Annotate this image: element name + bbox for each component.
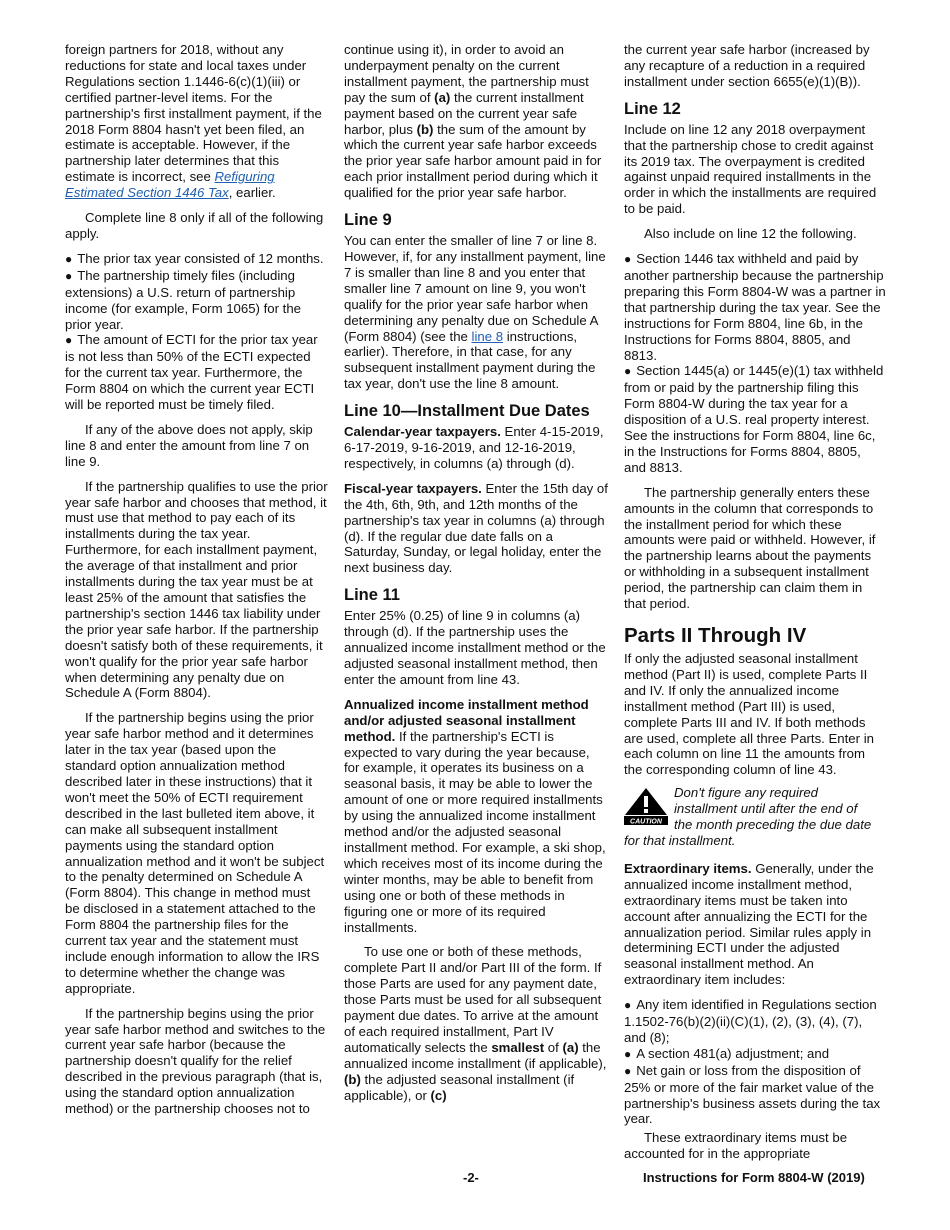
caution-text: installment until after the end of — [674, 801, 858, 817]
paragraph — [624, 861, 886, 988]
paragraph — [344, 233, 608, 392]
paragraph: If the partnership qualifies to use the prior year safe harbor and chooses that method, it must use that method to pay each of its installments during the tax year. Furthermore, for each installment payment, the average of that installment and prior installments during the tax year must be at least 25% of the amount that satisfies the partnership's section 1446 tax liability under the prior year safe harbor. If the partnership doesn't satisfy both of these requirements, it won't qualify for the prior year safe harbor when determining any penalty due on Schedule A (Form 8804). — [65, 478, 328, 701]
text: the current installment payment based on the current year safe harbor, plus — [344, 89, 584, 137]
text: of — [544, 1039, 563, 1055]
text: (a) — [562, 1039, 579, 1055]
caution-note — [624, 785, 886, 849]
paragraph: If the partnership begins using the prior year safe harbor method and it determines later in the tax year (based upon the standard option annualization method described later in these instructions) that it won't meet the 50% of ECTI requirement described in the last bulleted item above, it can make all subsequent installment payments using the standard option annualization method and it won't be subject to the penalty determined on Schedule A (Form 8804). This change in method must be disclosed in a statement attached to the Form 8804 the partnership files for the current tax year and the statement must include enough information to allow the IRS to determine whether the change was appropriate. — [65, 710, 325, 996]
list-item-text: The prior tax year consisted of 12 months. — [77, 250, 324, 266]
bullet-icon: ● — [624, 364, 632, 379]
text: the adjusted seasonal installment (if applicable), or — [344, 1071, 575, 1103]
list-item-text: The amount of ECTI for the prior tax year is not less than 50% of the ECTI expected for the current tax year. Furthermore, the Form 8804 on which the current year ECTI will be reported must be timely filed. — [65, 332, 318, 413]
heading-line-10: Line 10—Installment Due Dates — [344, 402, 590, 421]
bullet-icon: ● — [624, 252, 632, 267]
list-item-text: A section 481(a) adjustment; and — [636, 1045, 830, 1061]
text: the annualized income installment (if applicable), — [344, 1039, 607, 1071]
run-in-heading: Fiscal-year taxpayers. — [344, 480, 482, 496]
list-item — [624, 1046, 886, 1063]
bullet-list — [624, 251, 886, 476]
list-item — [624, 997, 886, 1046]
caution-triangle-icon — [624, 787, 668, 825]
bullet-icon: ● — [65, 251, 73, 266]
text: To use one or both of these methods, complete Part II and/or Part III of the form. If those Parts are used for any payment date, those Parts must be used for all subsequent payment due dates. To arrive at the amount of each required installment, Part IV automatically selects the — [344, 944, 602, 1055]
list-item — [624, 1063, 886, 1128]
page-number: -2- — [463, 1170, 479, 1185]
list-item-text: Net gain or loss from the disposition of 25% or more of the fair market value of the partnership's business assets during the tax year. — [624, 1062, 881, 1127]
bullet-list — [65, 251, 328, 413]
list-item-text: Any item identified in Regulations section 1.1502-76(b)(2)(ii)(C)(1), (2), (3), (4), (7), and (8); — [624, 997, 877, 1045]
heading-line-12: Line 12 — [624, 99, 681, 118]
paragraph: Include on line 12 any 2018 overpayment that the partnership chose to credit against its 2019 tax. The overpayment is credited against unpaid required installments in the order in which the installments are required to be paid. — [624, 121, 877, 217]
bullet-icon: ● — [624, 1046, 632, 1061]
paragraph — [344, 424, 608, 472]
text: , earlier. — [228, 185, 276, 201]
paragraph: If only the adjusted seasonal installment method (Part II) is used, complete Parts II and IV. If only the annualized income installment method (Part III) is used, complete Parts III and IV. If both methods are used, complete all three Parts. Enter in each column on line 11 the amounts from the corresponding column of line 43. — [624, 651, 874, 778]
paragraph — [344, 42, 608, 201]
caution-text: the month preceding the due date — [674, 817, 872, 833]
list-item — [624, 363, 886, 475]
paragraph: the current year safe harbor (increased by any recapture of a reduction in a required installment under section 6655(e)(1)(B)). — [624, 42, 870, 89]
list-item-text: The partnership timely files (including extensions) a U.S. return of partnership income (for example, Form 1065) for the prior year. — [65, 267, 302, 332]
run-in-heading: Annualized income installment method and/or adjusted seasonal installment method. — [344, 696, 589, 744]
run-in-heading: Calendar-year taxpayers. — [344, 424, 501, 440]
text: If the partnership's ECTI is expected to vary during the year because, for example, it operates its business on a seasonal basis, it may be able to lower the amount of one or more required installments by using the annualized income installment method and/or the adjusted seasonal installment method. For example, a ski shop, which receives most of its income during the winter months, may be able to benefit from using one or both of these methods in figuring one or more of its required installments. — [344, 728, 606, 935]
paragraph — [344, 481, 608, 576]
text: instructions, earlier). Therefore, in that case, for any subsequent installment payment during the tax year, don't use the line 8 amount. — [344, 328, 596, 392]
paragraph — [344, 944, 608, 1103]
paragraph: If the partnership begins using the prior year safe harbor method and switches to the current year safe harbor (because the partnership doesn't qualify for the relief described in the previous paragraph (that is, using the standard option annualization method) or the partnership chooses not to — [65, 1005, 326, 1117]
column-1 — [65, 42, 328, 1117]
paragraph: The partnership generally enters these amounts in the column that corresponds to the installment period for which these amounts were paid or withheld. However, if the partnership learns about the payments or withholding in a subsequent installment period, the partnership can claim them in that period. — [624, 484, 876, 612]
heading-parts-ii-through-iv: Parts II Through IV — [624, 624, 807, 647]
text: Enter 4-15-2019, 6-17-2019, 9-16-2019, and 12-16-2019, respectively, in columns (a) through (d). — [344, 424, 604, 471]
caution-label: CAUTION — [630, 818, 662, 826]
list-item-text: Section 1445(a) or 1445(e)(1) tax withheld from or paid by the partnership filing this Form 8804-W during the tax year for a disposition of a U.S. real property interest. See the instructions for Form 8804, line 6c, in the Instructions for Forms 8804, 8805, and 8813. — [624, 363, 884, 475]
run-in-heading: Extraordinary items. — [624, 860, 752, 876]
text: (b) — [416, 121, 434, 137]
bullet-icon: ● — [65, 333, 73, 348]
text: Enter the 15th day of the 4th, 6th, 9th, and 12th months of the partnership's tax year in columns (a) through (d). If the regular due date falls on a Saturday, Sunday, or legal holiday, enter the next business day. — [344, 480, 608, 576]
text: the sum of the amount by which the current year safe harbor exceeds the prior year safe harbor amount paid in for each prior installment period during which it qualified for the prior year safe harbor. — [344, 121, 602, 201]
paragraph: If any of the above does not apply, skip line 8 and enter the amount from line 7 on line 9. — [65, 421, 313, 469]
column-3 — [624, 42, 886, 1162]
bullet-icon: ● — [624, 998, 632, 1013]
caution-text: for that installment. — [624, 832, 736, 848]
list-item-text: Section 1446 tax withheld and paid by another partnership because the partnership preparing this Form 8804-W was a partner in that partnership during the tax year. See the instructions for Form 8804, line 6b, in the Instructions for Forms 8804, 8805, and 8813. — [624, 251, 886, 363]
paragraph: Also include on line 12 the following. — [644, 226, 857, 242]
text: (c) — [430, 1087, 447, 1103]
text: You can enter the smaller of line 7 or line 8. However, if, for any installment payment, line 7 is smaller than line 8 and you enter that smaller line 7 amount on line 9, you won't qualify for the prior year safe harbor when determining any penalty due on Schedule A (Form 8804) (see the — [344, 233, 606, 344]
footer-title: Instructions for Form 8804-W (2019) — [643, 1170, 865, 1185]
heading-line-11: Line 11 — [344, 586, 400, 605]
line-8-link[interactable]: line 8 — [471, 328, 504, 344]
paragraph — [65, 42, 328, 201]
caution-text: Don't figure any required — [674, 785, 819, 801]
text: (a) — [434, 89, 451, 105]
column-2 — [344, 42, 608, 1103]
bullet-list — [624, 997, 886, 1127]
bullet-icon: ● — [65, 268, 73, 283]
text: foreign partners for 2018, without any reductions for state and local taxes under Regulations section 1.1446-6(c)(1)(iii) or certified partner-level items. For the partnership's first installment payment, if the 2018 Form 8804 hasn't yet been filed, an estimate is acceptable. However, if the partnership later determines that this estimate is incorrect, see — [65, 42, 322, 185]
paragraph — [344, 697, 608, 936]
text: Generally, under the annualized income installment method, extraordinary items must be taken into account after annualizing the ECTI for the annualization period. Similar rules apply in determining ECTI under the adjusted seasonal installment method. An extraordinary item includes: — [624, 860, 874, 988]
bullet-icon: ● — [624, 1063, 632, 1078]
paragraph: Enter 25% (0.25) of line 9 in columns (a) through (d). If the partnership uses the annualized income installment method or the adjusted seasonal installment method, then enter the amount from line 43. — [344, 608, 606, 687]
text: (b) — [344, 1071, 361, 1087]
list-item — [65, 332, 328, 413]
text: continue using it), in order to avoid an underpayment penalty on the current installment payment, the partnership must pay the sum of — [344, 42, 589, 105]
list-item — [624, 251, 886, 363]
list-item — [65, 251, 328, 268]
paragraph: Complete line 8 only if all of the following apply. — [65, 210, 324, 241]
refiguring-link[interactable]: Refiguring Estimated Section 1446 Tax — [65, 169, 275, 201]
text: smallest — [491, 1039, 545, 1055]
paragraph: These extraordinary items must be accounted for in the appropriate — [624, 1130, 848, 1162]
list-item — [65, 268, 328, 333]
heading-line-9: Line 9 — [344, 211, 392, 230]
